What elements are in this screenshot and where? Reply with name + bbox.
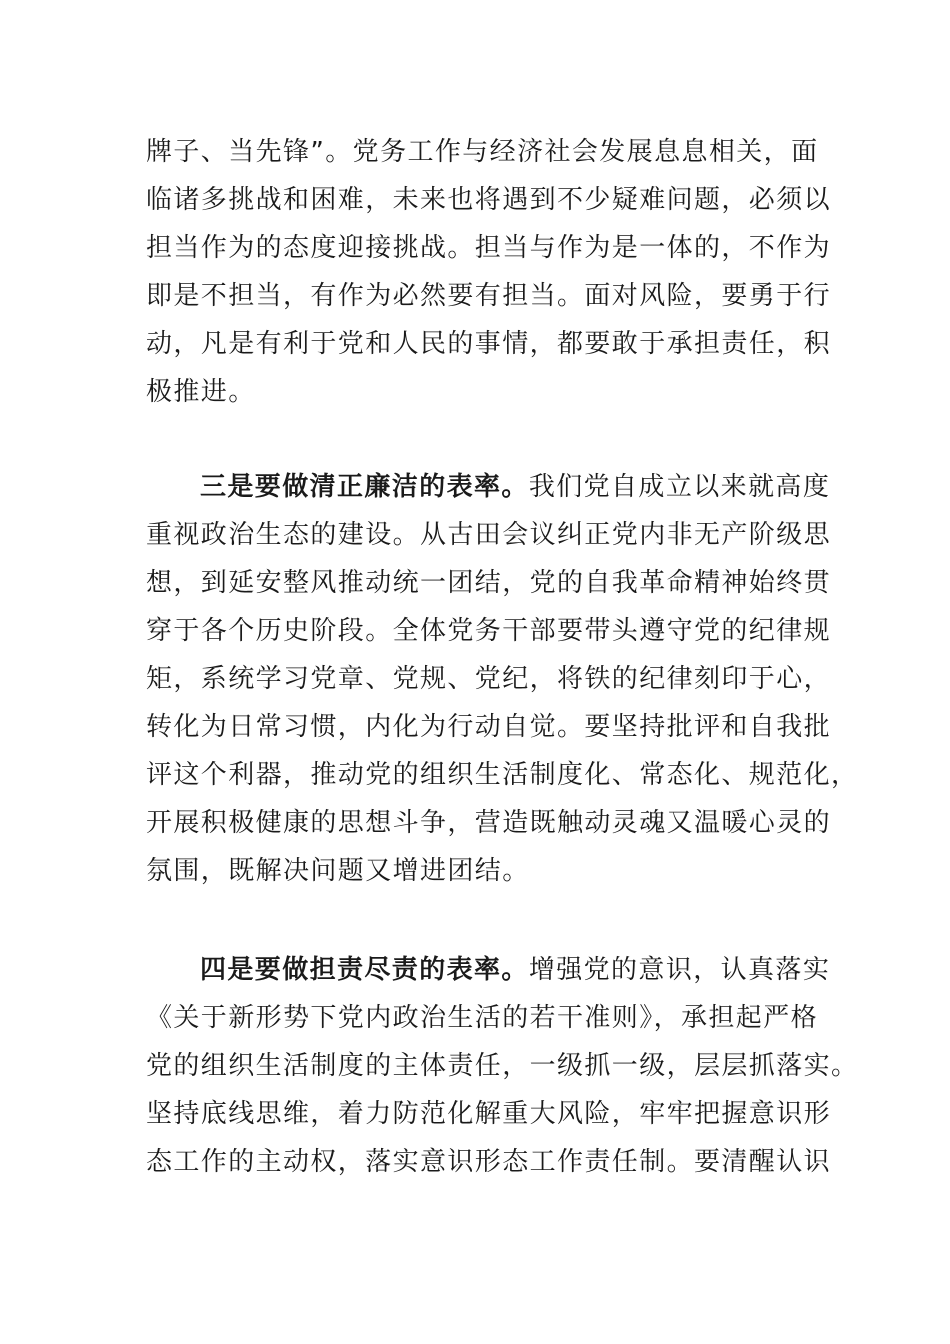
text-line: 《关于新形势下党内政治生活的若干准则》，承担起严格 [146, 1003, 819, 1033]
text-line: 重视政治生态的建设。从古田会议纠正党内非无产阶级思 [146, 520, 832, 550]
text-line: 转化为日常习惯，内化为行动自觉。要坚持批评和自我批 [146, 712, 832, 742]
text-line: 坚持底线思维，着力防范化解重大风险，牢牢把握意识形 [146, 1099, 832, 1129]
paragraph-continuation [146, 128, 832, 416]
paragraph-first-line [146, 946, 831, 994]
paragraph-first-line [146, 463, 831, 511]
text-line: 担当作为的态度迎接挑战。担当与作为是一体的，不作为 [146, 233, 832, 263]
text-run: 增强党的意识，认真落实 [528, 955, 831, 985]
text-line: 矩，系统学习党章、党规、党纪，将铁的纪律刻印于心， [146, 664, 832, 694]
paragraph-integrity [146, 463, 859, 895]
text-line: 评这个利器，推动党的组织生活制度化、常态化、规范化， [146, 760, 859, 790]
paragraph-heading: 三是要做清正廉洁的表率。 [200, 472, 529, 502]
text-line: 党的组织生活制度的主体责任，一级抓一级，层层抓落实。 [146, 1051, 859, 1081]
paragraph-heading: 四是要做担责尽责的表率。 [200, 955, 529, 985]
text-line: 开展积极健康的思想斗争，营造既触动灵魂又温暖心灵的 [146, 808, 832, 838]
text-line: 想，到延安整风推动统一团结，党的自我革命精神始终贯 [146, 568, 832, 598]
text-line: 即是不担当，有作为必然要有担当。面对风险，要勇于行 [146, 281, 832, 311]
text-line: 态工作的主动权，落实意识形态工作责任制。要清醒认识 [146, 1147, 832, 1177]
text-run: 我们党自成立以来就高度 [528, 472, 831, 502]
text-line: 临诸多挑战和困难，未来也将遇到不少疑难问题，必须以 [146, 185, 832, 215]
text-line: 牌子、当先锋”。党务工作与经济社会发展息息相关，面 [146, 137, 819, 167]
text-line: 氛围，既解决问题又增进团结。 [146, 856, 530, 886]
text-line: 极推进。 [146, 377, 256, 407]
paragraph-responsibility [146, 946, 859, 1186]
text-line: 穿于各个历史阶段。全体党务干部要带头遵守党的纪律规 [146, 616, 832, 646]
text-line: 动，凡是有利于党和人民的事情，都要敢于承担责任，积 [146, 329, 832, 359]
